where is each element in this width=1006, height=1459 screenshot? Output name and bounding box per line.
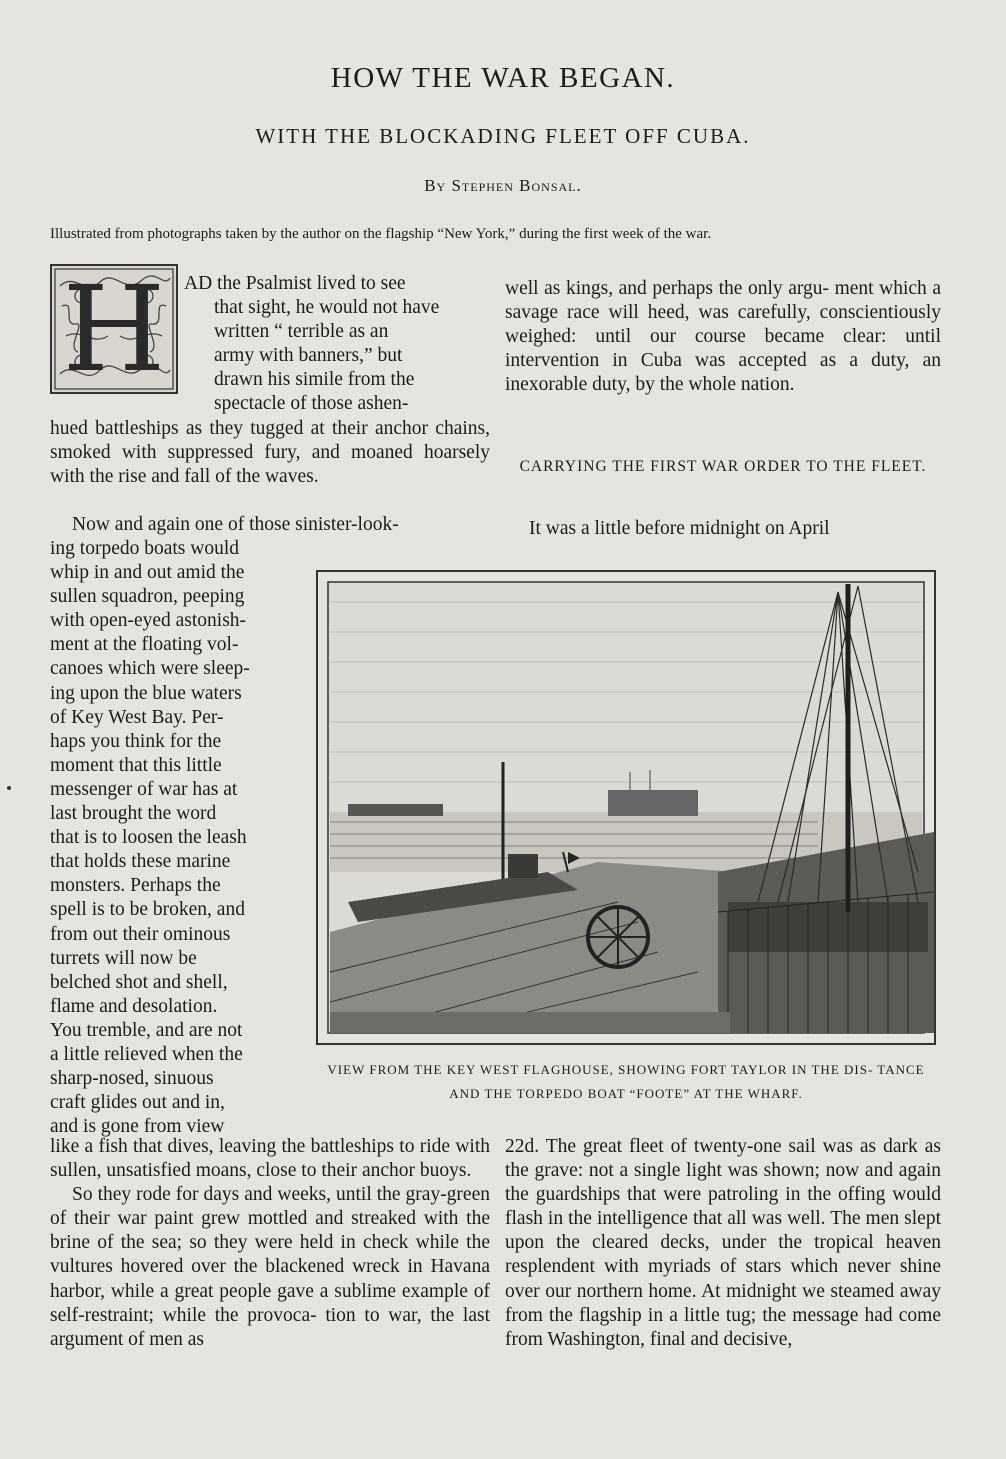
margin-mark: [7, 786, 11, 790]
dropcap-letter: H: [62, 260, 166, 398]
intro-line: drawn his simile from the: [214, 369, 415, 391]
intro-line: that sight, he would not have: [214, 297, 440, 319]
narrow-line: with open-eyed astonish-: [50, 610, 247, 632]
intro-line: army with banners,” but: [214, 345, 403, 367]
narrow-line: haps you think for the: [50, 730, 222, 752]
section-heading: CARRYING THE FIRST WAR ORDER TO THE FLEET.: [519, 458, 927, 475]
narrow-line: and is gone from view: [50, 1116, 225, 1138]
narrow-line: that holds these marine: [50, 851, 231, 873]
paragraph-text: 22d. The great fleet of twenty-one sail was as dark as the grave: not a single light was shown; now and again the guardships that were patroling in the offing would flash in the intelligence that all was well. The men slept upon the cleared decks, under the tropical heaven resplendent with myriads of stars which never shine over our northern home. At midnight we steamed away from the flagship in a little tug; the message had come from Washington, final and decisive,: [505, 1136, 941, 1350]
col1-para2-first: [50, 513, 500, 537]
col1-intro: [180, 272, 490, 417]
intro-line: written “ terrible as an: [214, 321, 389, 343]
col1-bottom: [50, 1135, 490, 1352]
narrow-line: from out their ominous: [50, 923, 231, 945]
illustration-note: Illustrated from photographs taken by the author on the flagship “New York,” during the first week of the war.: [50, 226, 712, 242]
paragraph-text: hued battleships as they tugged at their anchor chains, smoked with suppressed fury, and moaned hoarsely with the rise and fall of the waves.: [50, 418, 490, 488]
narrow-line: sharp-nosed, sinuous: [50, 1068, 214, 1090]
narrow-line: You tremble, and are not: [50, 1019, 243, 1041]
paragraph-text: Now and again one of those sinister-look-: [72, 514, 399, 535]
narrow-line: craft glides out and in,: [50, 1092, 225, 1114]
col2-para-start: [505, 517, 941, 541]
col2-bottom: [505, 1135, 941, 1352]
narrow-line: of Key West Bay. Per-: [50, 706, 224, 728]
narrow-line: ing torpedo boats would: [50, 538, 240, 559]
narrow-line: whip in and out amid the: [50, 562, 245, 584]
narrow-line: flame and desolation.: [50, 995, 218, 1017]
paragraph-text: well as kings, and perhaps the only argu- ment which a savage race will heed, was carefully, conscientiously weighed: until our course became clear: until intervention in Cuba was accepted as a duty, an inexorable duty, by the whole nation.: [505, 278, 941, 396]
harbor-engraving-image: [318, 572, 934, 1043]
col1-narrow-column: [50, 537, 295, 1139]
narrow-line: canoes which were sleep-: [50, 658, 250, 680]
narrow-line: that is to loosen the leash: [50, 827, 247, 849]
narrow-line: moment that this little: [50, 754, 222, 776]
author-byline: By Stephen Bonsal.: [424, 176, 582, 195]
intro-line: AD the Psalmist lived to see: [184, 273, 406, 294]
ornamental-dropcap: [50, 260, 178, 398]
narrow-line: spell is to be broken, and: [50, 899, 245, 921]
narrow-line: sullen squadron, peeping: [50, 586, 245, 608]
paragraph-text: So they rode for days and weeks, until the gray-green of their war paint grew mottled and streaked with the brine of the sea; so they were held in check while the vultures hovered over the blackened wreck in Havana harbor, while a great people gave a sublime example of self-restraint; while the provoca- tion to war, the last argument of men as: [50, 1184, 490, 1350]
narrow-line: turrets will now be: [50, 947, 197, 969]
narrow-line: a little relieved when the: [50, 1043, 243, 1065]
narrow-line: messenger of war has at: [50, 778, 238, 800]
article-subtitle: WITH THE BLOCKADING FLEET OFF CUBA.: [255, 124, 751, 148]
engraving-illustration: [316, 570, 936, 1045]
narrow-line: ment at the floating vol-: [50, 634, 239, 656]
intro-line: spectacle of those ashen-: [214, 393, 409, 415]
paragraph-text: like a fish that dives, leaving the battleships to ride with sullen, unsatisfied moans, close to their anchor buoys.: [50, 1136, 490, 1182]
article-title: HOW THE WAR BEGAN.: [330, 62, 676, 94]
narrow-line: belched shot and shell,: [50, 971, 228, 993]
col1-para1-rest: [50, 417, 490, 489]
narrow-line: last brought the word: [50, 803, 217, 825]
paragraph-text: It was a little before midnight on April: [529, 518, 830, 539]
narrow-line: monsters. Perhaps the: [50, 875, 221, 897]
figure-caption: VIEW FROM THE KEY WEST FLAGHOUSE, SHOWING FORT TAYLOR IN THE DIS- TANCE AND THE TORPEDO BOAT “FOOTE” AT THE WHARF.: [327, 1062, 925, 1101]
col2-top: [505, 277, 941, 397]
narrow-line: ing upon the blue waters: [50, 682, 242, 704]
